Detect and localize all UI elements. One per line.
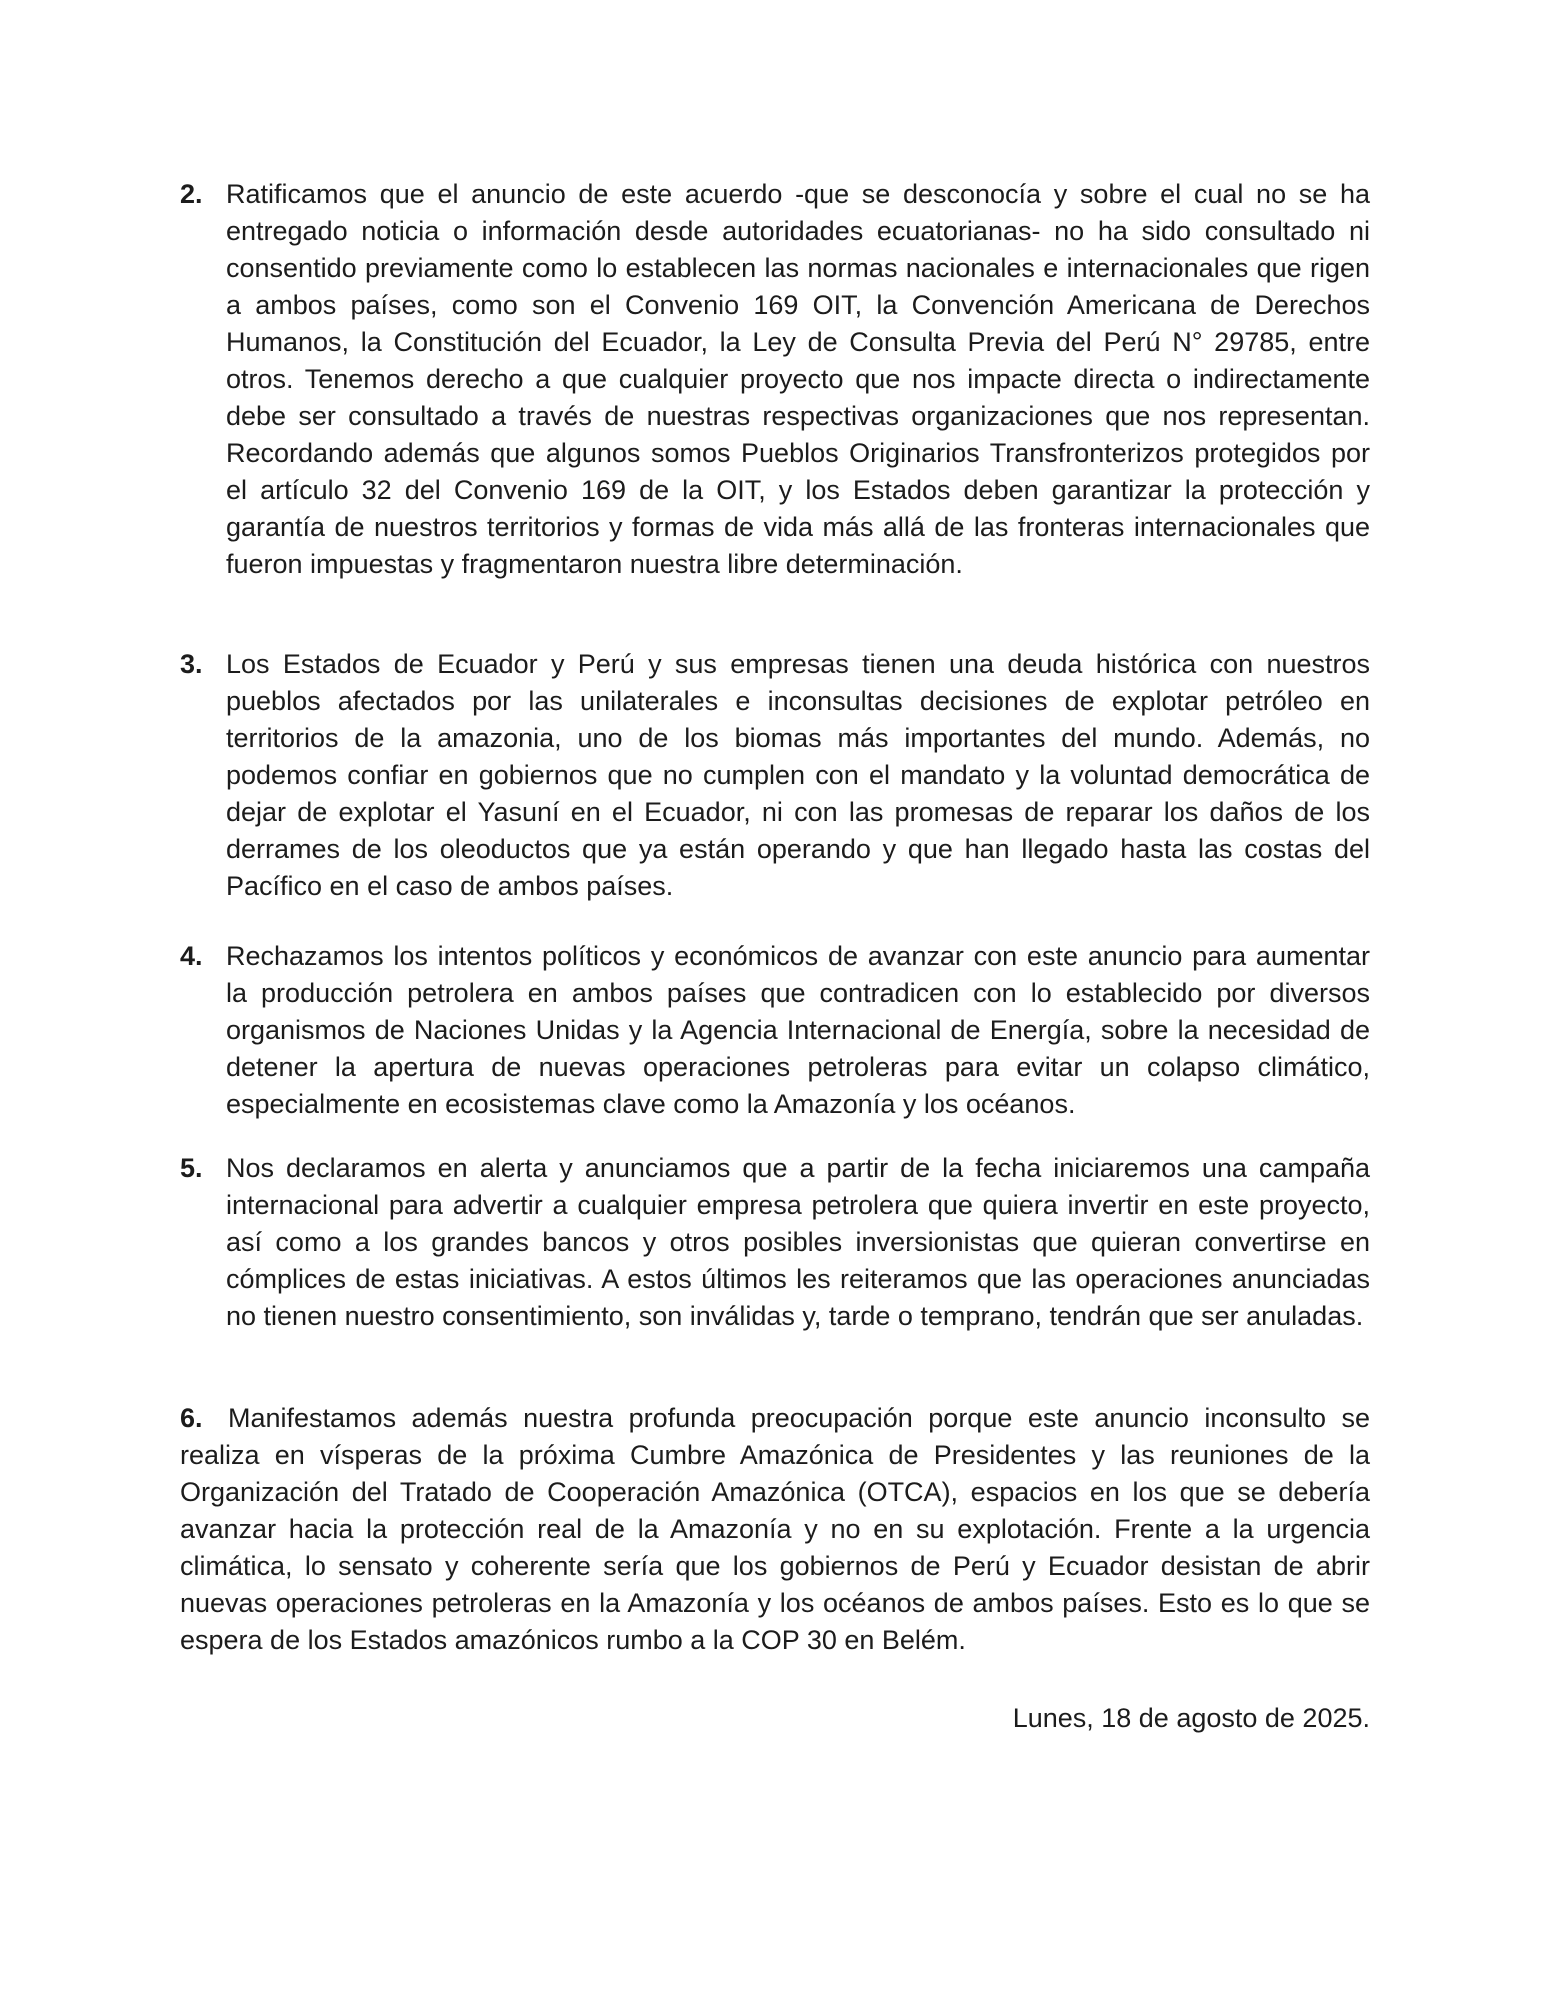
paragraph-text: Ratificamos que el anuncio de este acuerdo -que se desconocía y sobre el cual no se ha entregado noticia o información desde autoridades ecuatorianas- no ha sido consultado ni consentido previamente como lo establecen las normas nacionales e internacionales que rigen a ambos países, como son el Convenio 169 OIT, la Convención Americana de Derechos Humanos, la Constitución del Ecuador, la Ley de Consulta Previa del Perú N° 29785, entre otros. Tenemos derecho a que cualquier proyecto que nos impacte directa o indirectamente debe ser consultado a través de nuestras respectivas organizaciones que nos representan. Recordando además que algunos somos Pueblos Originarios Transfronterizos protegidos por el artículo 32 del Convenio 169 de la OIT, y los Estados deben garantizar la protección y garantía de nuestros territorios y formas de vida más allá de las fronteras internacionales que fueron impuestas y fragmentaron nuestra libre determinación.	[226, 179, 1370, 579]
paragraph-6	[180, 1400, 1370, 1659]
paragraph-number: 4.	[180, 941, 203, 971]
paragraph-number: 6.	[180, 1403, 203, 1433]
paragraph-text-wrapper	[180, 1400, 1370, 1659]
paragraph-number: 5.	[180, 1153, 203, 1183]
paragraph-number: 3.	[180, 649, 203, 679]
document-date: Lunes, 18 de agosto de 2025.	[1012, 1703, 1370, 1733]
paragraph-4	[180, 938, 1370, 1123]
paragraph-5	[180, 1150, 1370, 1335]
paragraph-text: Manifestamos además nuestra profunda preocupación porque este anuncio inconsulto se realiza en vísperas de la próxima Cumbre Amazónica de Presidentes y las reuniones de la Organización del Tratado de Cooperación Amazónica (OTCA), espacios en los que se debería avanzar hacia la protección real de la Amazonía y no en su explotación. Frente a la urgencia climática, lo sensato y coherente sería que los gobiernos de Perú y Ecuador desistan de abrir nuevas operaciones petroleras en la Amazonía y los océanos de ambos países. Esto es lo que se espera de los Estados amazónicos rumbo a la COP 30 en Belém.	[180, 1403, 1370, 1655]
paragraph-text: Rechazamos los intentos políticos y económicos de avanzar con este anuncio para aumentar la producción petrolera en ambos países que contradicen con lo establecido por diversos organismos de Naciones Unidas y la Agencia Internacional de Energía, sobre la necesidad de detener la apertura de nuevas operaciones petroleras para evitar un colapso climático, especialmente en ecosistemas clave como la Amazonía y los océanos.	[226, 941, 1370, 1119]
paragraph-text: Nos declaramos en alerta y anunciamos que a partir de la fecha iniciaremos una campaña internacional para advertir a cualquier empresa petrolera que quiera invertir en este proyecto, así como a los grandes bancos y otros posibles inversionistas que quieran convertirse en cómplices de estas iniciativas. A estos últimos les reiteramos que las operaciones anunciadas no tienen nuestro consentimiento, son inválidas y, tarde o temprano, tendrán que ser anuladas.	[226, 1153, 1370, 1331]
paragraph-3	[180, 646, 1370, 905]
paragraph-2	[180, 176, 1370, 583]
paragraph-text: Los Estados de Ecuador y Perú y sus empresas tienen una deuda histórica con nuestros pueblos afectados por las unilaterales e inconsultas decisiones de explotar petróleo en territorios de la amazonia, uno de los biomas más importantes del mundo. Además, no podemos confiar en gobiernos que no cumplen con el mandato y la voluntad democrática de dejar de explotar el Yasuní en el Ecuador, ni con las promesas de reparar los daños de los derrames de los oleoductos que ya están operando y que han llegado hasta las costas del Pacífico en el caso de ambos países.	[226, 649, 1370, 901]
paragraph-number: 2.	[180, 179, 203, 209]
